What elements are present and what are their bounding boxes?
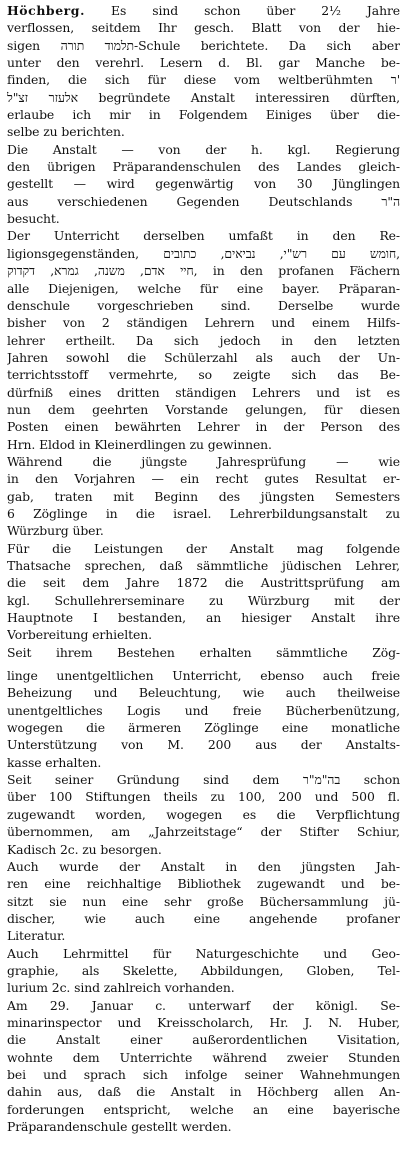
article-line: ren eine reichhaltige Bibliothek zugewandt und be- — [7, 876, 400, 892]
article-line: אלעזר זצ"ל begründete Anstalt interessiren dürften, — [7, 89, 400, 105]
article-line: Während die jüngste Jahresprüfung — wie — [7, 453, 400, 469]
article-line: bisher von 2 ständigen Lehrern und einem Hilfs- — [7, 315, 400, 331]
article-line: verflossen, seitdem Ihr gesch. Blatt von der hie- — [7, 20, 400, 36]
article-line: dürfniß eines dritten ständigen Lehrers und ist es — [7, 384, 400, 400]
article-line: erlaube ich mir in Folgendem Einiges über die- — [7, 107, 400, 123]
article-line: Hrn. Eldod in Kleinerdlingen zu gewinnen. — [7, 436, 272, 452]
article-line: kasse erhalten. — [7, 754, 102, 770]
article-line: Auch wurde der Anstalt in den jüngsten Jah- — [7, 858, 400, 874]
article-line: in den Vorjahren — ein recht gutes Resultat er- — [7, 471, 400, 487]
article-line: Jahren sowohl die Schülerzahl als auch der Un- — [7, 349, 400, 365]
article-line: alle Diejenigen, welche für eine bayer. Präparan- — [7, 280, 400, 296]
article-line: die seit dem Jahre 1872 die Austrittsprüfung am — [7, 575, 400, 591]
article-line: Präparandenschule gestellt werden. — [7, 1119, 232, 1134]
article-line: lurium 2c. sind zahlreich vorhanden. — [7, 980, 235, 996]
article-line: Am 29. Januar c. unterwarf der königl. Se- — [7, 997, 400, 1013]
article-line: חיי אדם, משנה, גמרא, דקדוק, in den profanen Fächern — [7, 263, 400, 279]
article-line: denschule vorgeschrieben sind. Derselbe wurde — [7, 297, 400, 313]
article-line: Kadisch 2c. zu besorgen. — [7, 841, 162, 857]
article-line: sigen תלמוד תורה-Schule berichtete. Da sich aber — [7, 37, 400, 53]
article-line: finden, die sich für diese vom weltberühmten ר' — [7, 72, 400, 88]
article-line: sitzt sie nun eine sehr große Büchersammlung jü- — [7, 893, 400, 909]
article-line: Seit ihrem Bestehen erhalten sämmtliche Zög- — [7, 644, 400, 660]
article-line: wogegen die ärmeren Zöglinge eine monatliche — [7, 720, 400, 736]
article-line: Vorbereitung erhielten. — [7, 627, 152, 643]
article-line: Für die Leistungen der Anstalt mag folgende — [7, 540, 400, 556]
article-line: Unterstützung von M. 200 aus der Anstalts- — [7, 737, 400, 753]
article-line: Beheizung und Beleuchtung, wie auch theilweise — [7, 685, 400, 701]
article-line: dahin aus, daß die Anstalt in Höchberg allen An- — [7, 1084, 400, 1100]
article-line: gab, traten mit Beginn des jüngsten Semesters — [7, 488, 400, 504]
article-line: besucht. — [7, 211, 60, 227]
article-line: Literatur. — [7, 928, 66, 944]
article-line: aus verschiedenen Gegenden Deutschlands ה"ר — [7, 193, 400, 209]
article-line: unter den verehrl. Lesern d. Bl. gar Manche be- — [7, 55, 400, 71]
article-line: Auch Lehrmittel für Naturgeschichte und Geo- — [7, 945, 400, 961]
article-line: zugewandt worden, wogegen es die Verpflichtung — [7, 806, 400, 822]
article-line: Die Anstalt — von der h. kgl. Regierung — [7, 141, 400, 157]
article-line: 6 Zöglinge in die israel. Lehrerbildungsanstalt zu — [7, 505, 400, 521]
article-line: Hauptnote I bestanden, an hiesiger Anstalt ihre — [7, 610, 400, 626]
article-line: Seit seiner Gründung sind dem בה"מ"ר schon — [7, 772, 400, 788]
article-line: nun dem geehrten Vorstande gelungen, für diesen — [7, 401, 400, 417]
article-line: wohnte dem Unterrichte während zweier Stunden — [7, 1049, 400, 1065]
article-line: Thatsache sprechen, daß sämmtliche jüdischen Lehrer, — [7, 558, 400, 573]
article-line: über 100 Stiftungen theils zu 100, 200 und 500 fl. — [7, 789, 400, 805]
article-line: die Anstalt einer außerordentlichen Visitation, — [7, 1032, 400, 1048]
article-line: Würzburg über. — [7, 523, 104, 539]
article-line: kgl. Schullehrerseminare zu Würzburg mit der — [7, 592, 400, 608]
article-line: bei und sprach sich infolge seiner Wahnehmungen — [7, 1066, 400, 1082]
article-line: Höchberg. Es sind schon über 2½ Jahre — [7, 3, 400, 18]
article-line: Posten einen bewährten Lehrer in der Person des — [7, 419, 400, 435]
article-line: übernommen, am „Jahrzeitstage“ der Stifter Schiur, — [7, 824, 400, 840]
article-line: den übrigen Präparandenschulen des Landes gleich- — [7, 159, 400, 175]
article-line: lehrer ertheilt. Da sich jedoch in den letzten — [7, 332, 400, 348]
article-line: gestellt — wird gegenwärtig von 30 Jünglingen — [7, 176, 400, 192]
article-line: forderungen entspricht, welche an eine bayerische — [7, 1101, 400, 1117]
article-title: Höchberg. — [7, 3, 85, 18]
article-line: terrichtsstoff vermehrte, so zeigte sich das Be- — [7, 367, 400, 383]
article-line: minarinspector und Kreisscholarch, Hr. J. N. Huber, — [7, 1014, 400, 1030]
article-line: discher, wie auch eine angehende profaner — [7, 910, 400, 926]
article-line: graphie, als Skelette, Abbildungen, Globen, Tel- — [7, 962, 400, 978]
article-line: selbe zu berichten. — [7, 124, 125, 140]
article-line: ligionsgegenständen, חומש עם רש"י, נביאים, כתובים, — [7, 245, 400, 261]
article-line: linge unentgeltlichen Unterricht, ebenso auch freie — [7, 668, 400, 684]
article-line: Der Unterricht derselben umfaßt in den Re- — [7, 228, 400, 244]
article-line: unentgeltliches Logis und freie Bücherbenützung, — [7, 702, 400, 718]
